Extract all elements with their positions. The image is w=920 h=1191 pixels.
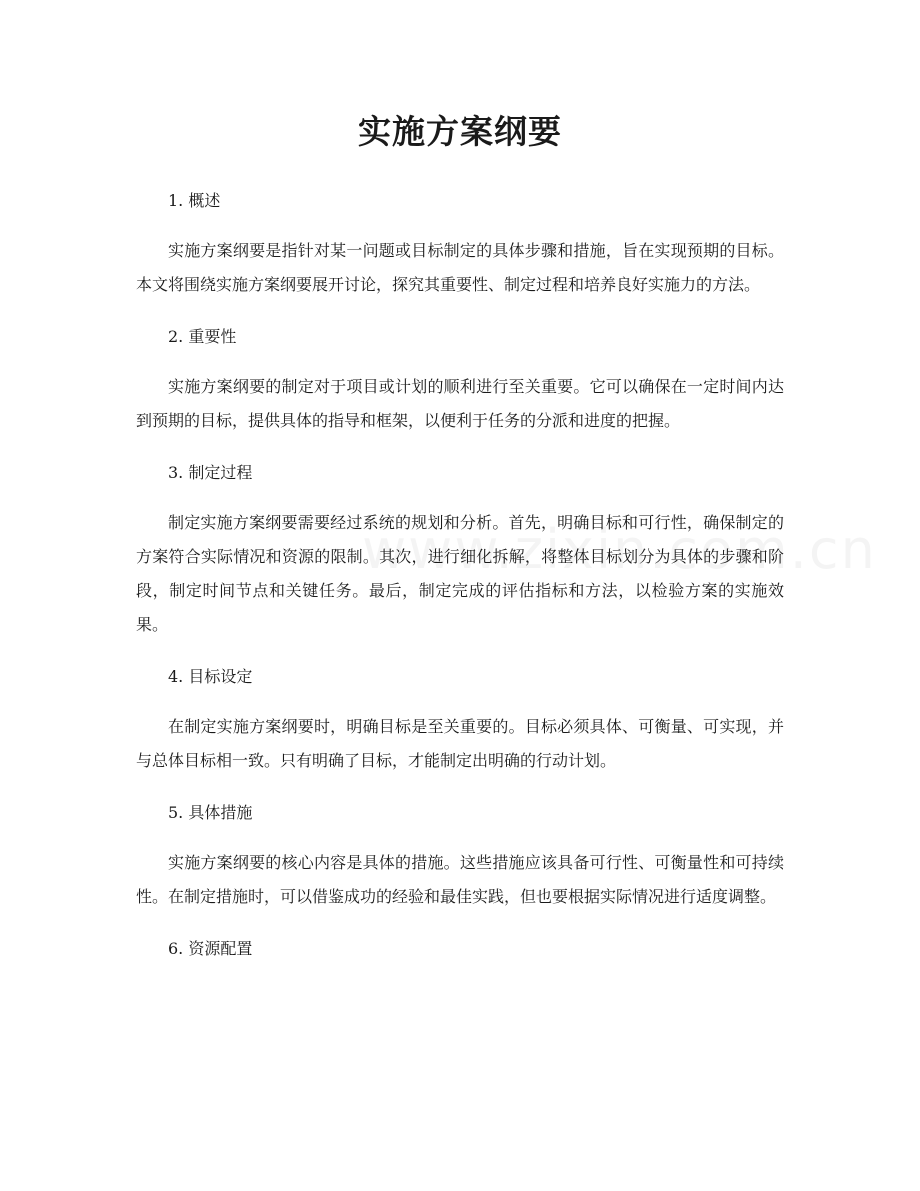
- section-heading: 4. 目标设定: [168, 667, 253, 686]
- section-paragraph: 实施方案纲要是指针对某一问题或目标制定的具体步骤和措施，旨在实现预期的目标。本文将围绕实施方案纲要展开讨论，探究其重要性、制定过程和培养良好实施力的方法。: [136, 241, 784, 294]
- section-paragraph: 实施方案纲要的制定对于项目或计划的顺利进行至关重要。它可以确保在一定时间内达到预期的目标，提供具体的指导和框架，以便利于任务的分派和进度的把握。: [136, 377, 784, 430]
- document-body: [136, 184, 784, 982]
- section-resources: [136, 932, 784, 966]
- section-heading: 3. 制定过程: [168, 463, 253, 482]
- section-goal-setting: [136, 660, 784, 778]
- section-process: [136, 456, 784, 642]
- section-paragraph: 在制定实施方案纲要时，明确目标是至关重要的。目标必须具体、可衡量、可实现，并与总体目标相一致。只有明确了目标，才能制定出明确的行动计划。: [136, 717, 784, 770]
- document-title: 实施方案纲要: [358, 112, 562, 151]
- section-paragraph: 制定实施方案纲要需要经过系统的规划和分析。首先，明确目标和可行性，确保制定的方案符合实际情况和资源的限制。其次，进行细化拆解，将整体目标划分为具体的步骤和阶段，制定时间节点和关键任务。最后，制定完成的评估指标和方法，以检验方案的实施效果。: [136, 513, 784, 634]
- section-heading: 5. 具体措施: [168, 803, 253, 822]
- section-heading: 1. 概述: [168, 191, 221, 210]
- section-paragraph: 实施方案纲要的核心内容是具体的措施。这些措施应该具备可行性、可衡量性和可持续性。在制定措施时，可以借鉴成功的经验和最佳实践，但也要根据实际情况进行适度调整。: [136, 853, 784, 906]
- section-heading: 6. 资源配置: [168, 939, 253, 958]
- section-importance: [136, 320, 784, 438]
- section-heading: 2. 重要性: [168, 327, 237, 346]
- section-overview: [136, 184, 784, 302]
- section-measures: [136, 796, 784, 914]
